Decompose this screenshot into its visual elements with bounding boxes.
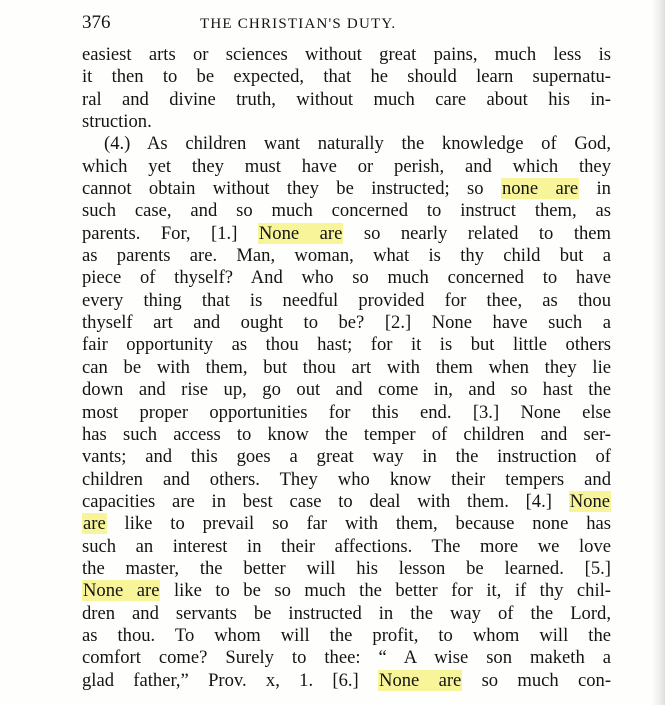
text-segment: can be with them, but thou art with them when they lie bbox=[82, 356, 611, 378]
body-text bbox=[82, 44, 611, 692]
text-line bbox=[82, 156, 611, 178]
text-line bbox=[82, 133, 611, 155]
text-line bbox=[82, 603, 611, 625]
text-line bbox=[82, 536, 611, 558]
text-line bbox=[82, 558, 611, 580]
text-line bbox=[82, 200, 611, 222]
text-segment: in bbox=[579, 178, 611, 200]
page-number: 376 bbox=[82, 12, 111, 33]
text-line bbox=[82, 491, 611, 513]
highlighted-phrase: None bbox=[569, 490, 610, 512]
text-line bbox=[82, 446, 611, 468]
text-segment: most proper opportunities for this end. [3.] None else bbox=[82, 401, 611, 423]
text-segment: parents. For, [1.] bbox=[82, 222, 258, 244]
text-segment: cannot obtain without they be instructed; so bbox=[82, 178, 501, 200]
text-segment: (4.) As children want naturally the knowledge of God, bbox=[104, 133, 611, 155]
text-segment: every thing that is needful provided for thee, as thou bbox=[82, 289, 611, 311]
text-segment: thyself art and ought to be? [2.] None have such a bbox=[82, 312, 611, 334]
text-line bbox=[82, 44, 611, 66]
text-line bbox=[82, 379, 611, 401]
text-segment: the master, the better will his lesson be learned. [5.] bbox=[82, 557, 611, 579]
text-segment: fair opportunity as thou hast; for it is but little others bbox=[82, 334, 611, 356]
text-segment: such an interest in their affections. The more we love bbox=[82, 535, 611, 557]
highlighted-phrase: none are bbox=[501, 178, 579, 200]
text-segment: comfort come? Surely to thee: “ A wise son maketh a bbox=[82, 647, 611, 669]
text-segment: so much con- bbox=[462, 669, 612, 691]
text-segment: so nearly related to them bbox=[343, 222, 611, 244]
text-segment: has such access to know the temper of children and ser- bbox=[82, 423, 611, 445]
text-line bbox=[82, 513, 611, 535]
text-segment: like to be so much the better for it, if thy chil- bbox=[160, 580, 611, 602]
text-segment: it then to be expected, that he should learn supernatu- bbox=[82, 66, 611, 88]
text-line bbox=[82, 267, 611, 289]
page-header bbox=[82, 11, 612, 35]
text-segment: capacities are in best case to deal with them. [4.] bbox=[82, 490, 569, 512]
text-segment: vants; and this goes a great way in the instruction of bbox=[82, 446, 611, 468]
text-line bbox=[82, 66, 611, 88]
text-line bbox=[82, 223, 611, 245]
text-line bbox=[82, 670, 611, 692]
highlighted-phrase: are bbox=[83, 513, 106, 535]
highlighted-phrase: None are bbox=[83, 580, 160, 602]
text-line bbox=[82, 290, 611, 312]
text-segment: ral and divine truth, without much care about his in- bbox=[82, 88, 611, 110]
text-line bbox=[82, 89, 611, 111]
text-line bbox=[82, 111, 611, 133]
highlighted-phrase: None are bbox=[379, 669, 462, 691]
text-line bbox=[82, 178, 611, 200]
text-segment: which yet they must have or perish, and which they bbox=[82, 155, 611, 177]
text-segment: like to prevail so far with them, because none has bbox=[106, 513, 611, 535]
text-line bbox=[82, 245, 611, 267]
text-line bbox=[82, 580, 611, 602]
text-segment: piece of thyself? And who so much concerned to have bbox=[82, 267, 611, 289]
text-segment: easiest arts or sciences without great pains, much less is bbox=[82, 44, 611, 65]
text-segment: as thou. To whom will the profit, to whom will the bbox=[82, 624, 611, 646]
highlighted-phrase: None are bbox=[258, 222, 343, 244]
text-line bbox=[82, 424, 611, 446]
text-segment: such case, and so much concerned to instruct them, as bbox=[82, 200, 611, 222]
text-line bbox=[82, 647, 611, 669]
page-edge-shadow bbox=[651, 0, 665, 705]
text-segment: glad father,” Prov. x, 1. [6.] bbox=[82, 669, 379, 691]
text-line bbox=[82, 357, 611, 379]
text-segment: struction. bbox=[82, 111, 152, 133]
text-line bbox=[82, 334, 611, 356]
text-segment: children and others. They who know their tempers and bbox=[82, 468, 611, 490]
text-segment: down and rise up, go out and come in, and so hast the bbox=[82, 379, 611, 401]
text-line bbox=[82, 402, 611, 424]
text-segment: dren and servants be instructed in the way of the Lord, bbox=[82, 602, 611, 624]
text-line bbox=[82, 469, 611, 491]
text-segment: as parents are. Man, woman, what is thy child but a bbox=[82, 245, 611, 267]
text-line bbox=[82, 625, 611, 647]
running-title: THE CHRISTIAN'S DUTY. bbox=[200, 16, 397, 32]
text-line bbox=[82, 312, 611, 334]
